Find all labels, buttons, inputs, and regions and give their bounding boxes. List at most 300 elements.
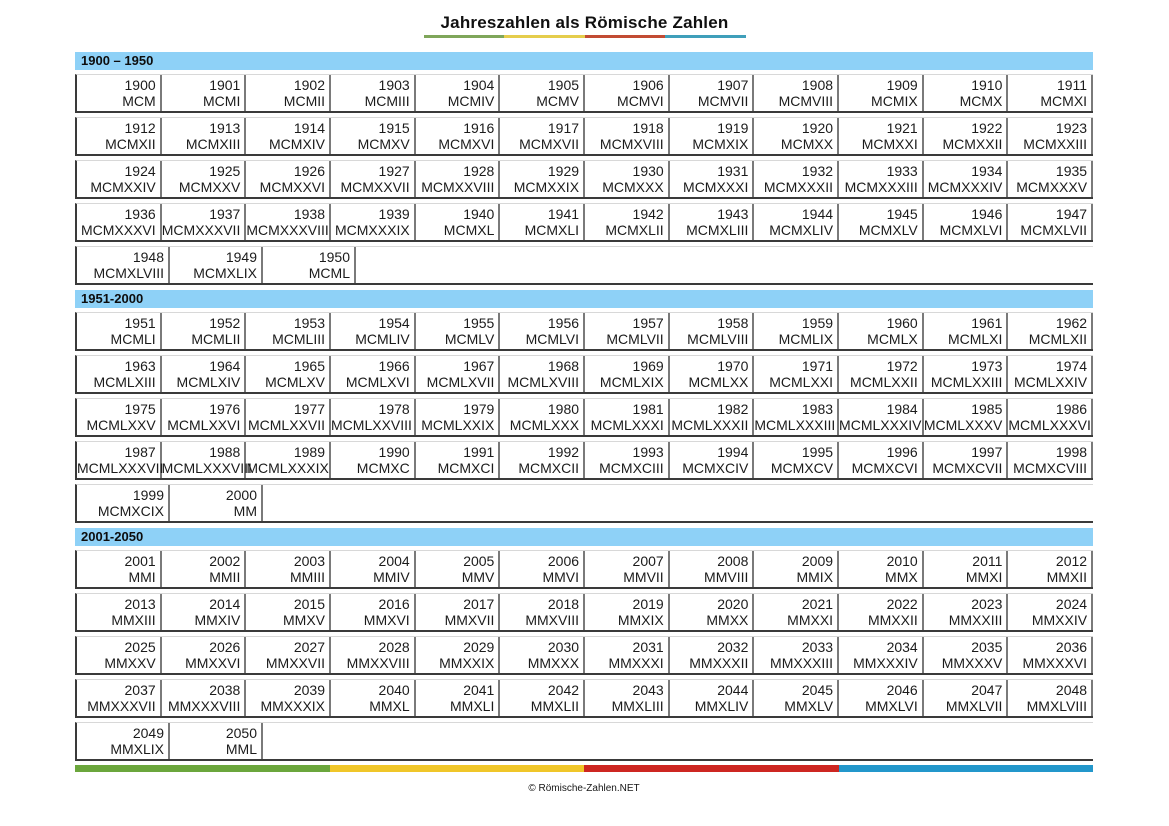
roman-numeral-value: MCMVIII [778,93,834,109]
page-title: Jahreszahlen als Römische Zahlen [440,13,729,32]
year-cell-1988 [161,442,252,478]
year-cell-1905 [500,75,585,111]
year-value: 1961 [971,315,1003,331]
roman-numeral-value: MMVIII [704,569,749,585]
year-cell-2027 [246,637,331,673]
roman-numeral-value: MCMXLVI [939,222,1003,238]
year-cell-1955 [416,313,501,349]
roman-numeral-value: MM [233,503,257,519]
year-value: 1993 [632,444,664,460]
roman-numeral-value: MCMLXV [265,374,326,390]
roman-numeral-value: MCMLVI [525,331,580,347]
year-cell-2019 [585,594,670,630]
roman-numeral-value: MCMLIII [272,331,326,347]
year-value: 1959 [801,315,834,331]
roman-numeral-value: MMXLVII [945,698,1003,714]
year-value: 1926 [293,163,326,179]
roman-numeral-value: MMXVI [363,612,410,628]
year-value: 2014 [209,596,241,612]
year-cell-1903 [331,75,416,111]
year-value: 1995 [801,444,834,460]
year-value: 2043 [632,682,664,698]
year-cell-1906 [585,75,670,111]
roman-numeral-value: MCMXVI [438,136,495,152]
year-value: 1977 [293,401,326,417]
year-cell-1943 [670,204,755,240]
roman-numeral-value: MCMXXXIX [335,222,410,238]
year-cell-2034 [839,637,924,673]
year-cell-1967 [416,356,501,392]
year-cell-1924 [77,161,162,197]
year-value: 1907 [717,77,749,93]
year-cell-1961 [924,313,1009,349]
year-value: 1973 [971,358,1003,374]
bottom-color-bar [75,765,1093,772]
year-cell-1972 [839,356,924,392]
year-cell-1975 [77,399,162,435]
year-cell-1947 [1008,204,1093,240]
year-value: 2024 [1055,596,1088,612]
roman-numeral-value: MCMLXVI [345,374,410,390]
title-underline [424,35,746,38]
year-cell-1929 [500,161,585,197]
year-value: 1964 [209,358,241,374]
year-cell-2015 [246,594,331,630]
year-value: 1948 [132,249,164,265]
roman-numeral-value: MMVII [623,569,664,585]
year-row [75,203,1093,242]
year-value: 1910 [971,77,1003,93]
year-cell-1902 [246,75,331,111]
year-cell-1944 [754,204,839,240]
year-value: 1915 [378,120,410,136]
roman-numeral-value: MCMXLI [524,222,580,238]
year-cell-2016 [331,594,416,630]
underline-segment-red [585,35,666,38]
year-value: 1994 [717,444,749,460]
year-value: 1945 [886,206,918,222]
year-value: 1953 [293,315,326,331]
year-value: 1947 [1055,206,1088,222]
year-row [75,679,1093,718]
year-cell-2040 [331,680,416,716]
year-cell-2050 [170,723,263,759]
year-cell-1956 [500,313,585,349]
year-value: 2045 [801,682,834,698]
year-value: 1956 [547,315,580,331]
year-value: 1969 [632,358,664,374]
underline-segment-yellow [504,35,585,38]
year-row [75,312,1093,351]
year-cell-2033 [754,637,839,673]
year-cell-2048 [1008,680,1093,716]
year-cell-1910 [924,75,1009,111]
year-cell-1951 [77,313,162,349]
underline-segment-green [424,35,505,38]
year-value: 1905 [547,77,580,93]
year-cell-2002 [162,551,247,587]
year-cell-2006 [500,551,585,587]
year-cell-1970 [670,356,755,392]
year-cell-1978 [331,399,416,435]
year-cell-2011 [924,551,1009,587]
year-row [75,398,1093,437]
year-value: 1960 [886,315,918,331]
roman-numeral-value: MCMXCVIII [1013,460,1088,476]
year-value: 1920 [801,120,834,136]
year-value: 1914 [293,120,326,136]
roman-numeral-value: MCMLXXIV [1013,374,1088,390]
roman-numeral-value: MMXXVI [185,655,241,671]
roman-numeral-value: MMX [885,569,918,585]
roman-numeral-value: MCMXXXIV [927,179,1003,195]
year-value: 1976 [209,401,241,417]
section [75,52,1093,285]
year-value: 2015 [293,596,326,612]
year-cell-1981 [585,399,670,435]
year-cell-1957 [585,313,670,349]
year-cell-2000 [170,485,263,521]
year-cell-1904 [416,75,501,111]
year-value: 1918 [632,120,664,136]
year-value: 1929 [547,163,580,179]
year-value: 1986 [1055,401,1088,417]
year-value: 2004 [378,553,410,569]
roman-numeral-value: MMXIII [111,612,156,628]
year-value: 1911 [1056,77,1088,93]
roman-numeral-value: MMXXVII [265,655,326,671]
year-cell-1992 [500,442,585,478]
year-value: 1935 [1055,163,1088,179]
roman-numeral-value: MMXLIV [694,698,749,714]
year-cell-2022 [839,594,924,630]
year-cell-1993 [585,442,670,478]
year-value: 1906 [632,77,664,93]
year-cell-1917 [500,118,585,154]
year-value: 1982 [717,401,749,417]
roman-numeral-value: MCMXXXI [683,179,749,195]
year-value: 2000 [225,487,257,503]
year-value: 2029 [463,639,495,655]
roman-numeral-value: MCMXIV [269,136,326,152]
year-value: 2003 [293,553,326,569]
year-cell-1923 [1008,118,1093,154]
year-cell-2035 [924,637,1009,673]
year-value: 2006 [547,553,580,569]
year-value: 1902 [293,77,326,93]
roman-numeral-value: MCMXXX [602,179,664,195]
roman-numeral-value: MCMXX [780,136,834,152]
bar-segment-green [75,765,330,772]
roman-numeral-value: MMXXIII [948,612,1003,628]
year-cell-1911 [1008,75,1093,111]
year-value: 1912 [124,120,156,136]
year-cell-1985 [924,399,1009,435]
year-value: 1924 [124,163,156,179]
roman-numeral-value: MMXXV [104,655,156,671]
year-cell-1922 [924,118,1009,154]
roman-numeral-value: MCMLXXII [850,374,918,390]
year-cell-2007 [585,551,670,587]
year-cell-1942 [585,204,670,240]
year-value: 1972 [886,358,918,374]
year-cell-2020 [670,594,755,630]
year-value: 1957 [632,315,664,331]
year-cell-1973 [924,356,1009,392]
year-cell-1996 [839,442,924,478]
year-value: 1938 [293,206,326,222]
year-cell-1965 [246,356,331,392]
year-value: 2013 [124,596,156,612]
roman-numeral-value: MCMXLVIII [93,265,164,281]
year-value: 2037 [124,682,156,698]
year-cell-1912 [77,118,162,154]
year-cell-1974 [1008,356,1093,392]
year-value: 2023 [971,596,1003,612]
year-row [75,160,1093,199]
roman-numeral-value: MCMXII [105,136,156,152]
year-value: 2034 [886,639,918,655]
roman-numeral-value: MCMXLIII [686,222,749,238]
copyright-text: © Römische-Zahlen.NET [528,783,640,794]
section [75,528,1093,761]
year-cell-1994 [670,442,755,478]
year-cell-2008 [670,551,755,587]
year-cell-2009 [754,551,839,587]
year-cell-1977 [246,399,331,435]
year-value: 2012 [1055,553,1088,569]
roman-numeral-value: MCMXXXIII [844,179,918,195]
year-row [75,246,1093,285]
year-value: 1916 [463,120,495,136]
year-value: 1923 [1055,120,1088,136]
roman-numeral-value: MCMLXIX [599,374,664,390]
year-value: 1988 [209,444,241,460]
bar-segment-red [584,765,839,772]
year-cell-1935 [1008,161,1093,197]
year-cell-2042 [500,680,585,716]
roman-numeral-value: MMXX [706,612,749,628]
year-cell-1969 [585,356,670,392]
year-value: 1979 [463,401,495,417]
year-value: 2040 [378,682,410,698]
roman-numeral-value: MCMLXXVIII [331,417,412,433]
year-value: 1965 [293,358,326,374]
year-cell-1940 [416,204,501,240]
year-cell-1930 [585,161,670,197]
year-cell-1999 [77,485,170,521]
roman-numeral-value: MMXXI [787,612,834,628]
year-cell-2045 [754,680,839,716]
roman-numeral-value: MCMXCI [437,460,495,476]
roman-numeral-value: MCMLXIII [93,374,156,390]
roman-numeral-value: MCMXXV [178,179,241,195]
year-row [75,484,1093,523]
roman-numeral-value: MCMI [203,93,241,109]
year-cell-1941 [500,204,585,240]
year-value: 1909 [886,77,918,93]
roman-numeral-value: MCMV [536,93,580,109]
year-value: 2016 [378,596,410,612]
year-value: 1966 [378,358,410,374]
roman-numeral-value: MMIII [290,569,326,585]
year-value: 2021 [801,596,834,612]
year-cell-1963 [77,356,162,392]
year-cell-1982 [670,399,755,435]
roman-numeral-value: MCMII [283,93,326,109]
roman-numeral-value: MCMXCIII [599,460,664,476]
roman-numeral-value: MMXLI [450,698,495,714]
roman-numeral-value: MMV [461,569,495,585]
year-value: 1925 [209,163,241,179]
year-value: 1919 [717,120,749,136]
roman-numeral-value: MCMLXXIX [421,417,495,433]
roman-numeral-value: MCMLXXXV [923,417,1003,433]
year-value: 1941 [547,206,580,222]
year-value: 1971 [801,358,834,374]
roman-numeral-value: MCMLXVII [426,374,495,390]
year-value: 2048 [1055,682,1088,698]
roman-numeral-value: MMXXVIII [346,655,410,671]
roman-numeral-value: MMXXXIX [260,698,326,714]
year-value: 1987 [124,444,156,460]
roman-numeral-value: MCMXXVII [340,179,410,195]
year-cell-2025 [77,637,162,673]
roman-numeral-value: MMXXXV [941,655,1003,671]
year-value: 1968 [547,358,580,374]
year-value: 2050 [225,725,257,741]
roman-numeral-value: MCMLXXVII [248,417,326,433]
year-value: 1936 [124,206,156,222]
year-cell-1921 [839,118,924,154]
year-row [75,550,1093,589]
year-cell-2026 [162,637,247,673]
roman-numeral-value: MMXXXVII [87,698,156,714]
roman-numeral-value: MCMXXII [942,136,1003,152]
year-cell-2044 [670,680,755,716]
roman-numeral-value: MCMLXXXIX [246,460,329,476]
year-value: 1955 [463,315,495,331]
year-value: 2008 [717,553,749,569]
year-value: 1950 [318,249,350,265]
roman-numeral-value: MMIV [373,569,410,585]
year-value: 2039 [293,682,326,698]
year-cell-1914 [246,118,331,154]
year-value: 2049 [132,725,164,741]
year-value: 1990 [378,444,410,460]
year-cell-1919 [670,118,755,154]
year-value: 1981 [632,401,664,417]
year-cell-1952 [162,313,247,349]
year-cell-2046 [839,680,924,716]
year-cell-1926 [246,161,331,197]
year-value: 1992 [547,444,580,460]
roman-numeral-value: MCMXXI [861,136,918,152]
year-value: 2030 [547,639,580,655]
roman-numeral-value: MCMLXXV [86,417,156,433]
roman-numeral-value: MCMVII [697,93,749,109]
year-value: 1921 [886,120,918,136]
bar-segment-blue [839,765,1094,772]
year-cell-1984 [839,399,924,435]
roman-numeral-value: MCMXXVI [259,179,326,195]
year-value: 2027 [293,639,326,655]
roman-numeral-value: MCMXIX [692,136,749,152]
year-value: 2036 [1055,639,1088,655]
roman-numeral-value: MCMXXXVI [80,222,156,238]
year-cell-2031 [585,637,670,673]
year-value: 2028 [378,639,410,655]
year-row [75,355,1093,394]
roman-numeral-value: MMXV [283,612,326,628]
year-value: 1999 [132,487,164,503]
roman-numeral-value: MCMLXX [688,374,749,390]
year-value: 2018 [547,596,580,612]
roman-numeral-value: MCMVI [617,93,664,109]
roman-numeral-value: MCMLXXXII [671,417,749,433]
roman-numeral-value: MCMXCIV [682,460,749,476]
roman-numeral-value: MCMLII [191,331,241,347]
roman-numeral-value: MMXL [369,698,410,714]
roman-numeral-value: MCMXCVI [851,460,918,476]
year-cell-1962 [1008,313,1093,349]
section-header: 1951-2000 [75,290,1093,308]
roman-numeral-value: MCMLVII [606,331,664,347]
year-cell-1939 [331,204,416,240]
roman-numeral-value: MMXII [1046,569,1088,585]
roman-numeral-value: MMXXXII [689,655,749,671]
roman-numeral-value: MCMXCV [770,460,834,476]
year-value: 2041 [463,682,495,698]
year-row [75,722,1093,761]
year-value: 2019 [632,596,664,612]
section-header: 1900 – 1950 [75,52,1093,70]
year-value: 1998 [1055,444,1088,460]
year-value: 2005 [463,553,495,569]
roman-numeral-value: MCMIII [364,93,410,109]
year-value: 1980 [547,401,580,417]
year-cell-2036 [1008,637,1093,673]
year-value: 1903 [378,77,410,93]
year-value: 1932 [801,163,834,179]
year-cell-1918 [585,118,670,154]
roman-numeral-value: MCMLXXXVI [1008,417,1091,433]
roman-numeral-value: MMXLII [530,698,580,714]
roman-numeral-value: MCMLXIV [176,374,241,390]
year-value: 2038 [209,682,241,698]
year-value: 1978 [378,401,410,417]
year-value: 1900 [124,77,156,93]
year-value: 2010 [886,553,918,569]
year-cell-2001 [77,551,162,587]
roman-numeral-value: MMXLVIII [1026,698,1088,714]
year-cell-2038 [162,680,247,716]
roman-numeral-value: MCMXLVII [1020,222,1088,238]
year-cell-1948 [77,247,170,283]
roman-numeral-value: MCMLXII [1028,331,1088,347]
year-cell-1998 [1008,442,1093,478]
year-cell-1909 [839,75,924,111]
roman-numeral-value: MCMXCVII [932,460,1003,476]
year-cell-1971 [754,356,839,392]
year-cell-1936 [77,204,162,240]
year-cell-1933 [839,161,924,197]
year-cell-2049 [77,723,170,759]
year-value: 1901 [209,77,241,93]
year-value: 1946 [971,206,1003,222]
roman-numeral-value: MCMLXXXVIII [161,460,252,476]
year-cell-1953 [246,313,331,349]
